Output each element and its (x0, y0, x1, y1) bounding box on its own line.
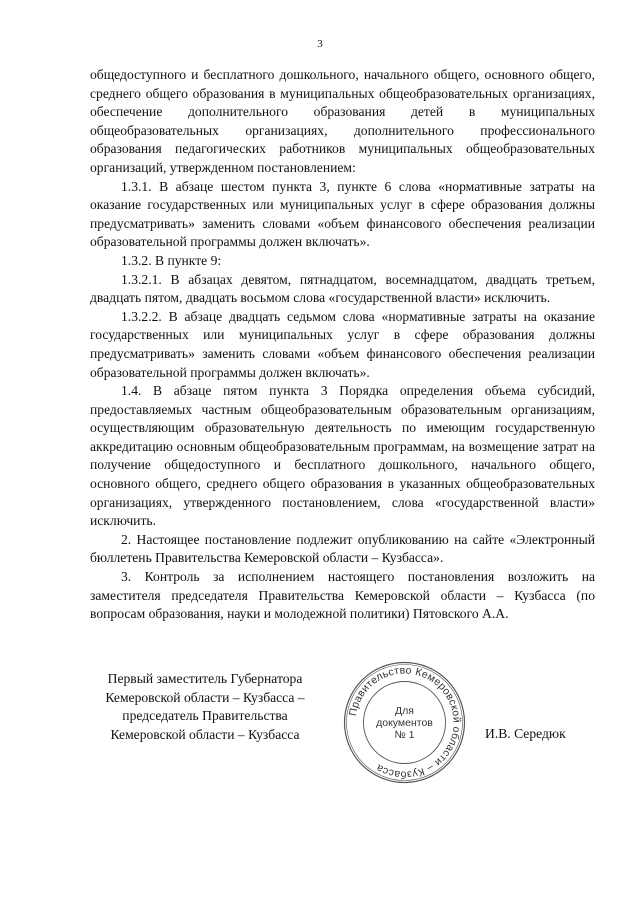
paragraph: 1.3.2.2. В абзаце двадцать седьмом слова «нормативные затраты на оказание государственных или муниципальных услуг в сфере образования должны предусматривать» заменить словами «объем финансового обеспечения реализации образовательной программы должен включать». (90, 308, 595, 380)
official-stamp (342, 660, 467, 785)
paragraph: 1.3.1. В абзаце шестом пункта 3, пункте 6 слова «нормативные затраты на оказание государственных или муниципальных услуг в сфере образования должны предусматривать» заменить словами «объем финансового обеспечения реализации образовательной программы должен включать». (90, 178, 595, 250)
signer-position-line: Кемеровской области – Кузбасса (110, 726, 300, 742)
signer-name: И.В. Середюк (485, 726, 566, 741)
body-text (90, 66, 595, 624)
signer-position-line: председатель Правительства (122, 708, 288, 724)
stamp-ring-text: Правительство Кемеровской области – Кузбасса (346, 664, 463, 781)
page-number: 3 (317, 38, 323, 50)
paragraph: 1.3.2.1. В абзацах девятом, пятнадцатом, восемнадцатом, двадцать третьем, двадцать пятом, двадцать восьмом слова «государственной власти» исключить. (90, 271, 595, 306)
paragraph: 1.4. В абзаце пятом пункта 3 Порядка определения объема субсидий, предоставляемых частным общеобразовательным образовательным организациям, осуществляющим образовательную деятельность по имеющим государственную аккредитацию основным общеобразовательным программам, на возмещение затрат на получение общедоступного и бесплатного дошкольного, начального общего, основного общего, среднего общего образования в указанных общеобразовательных организациях, утвержденного постановлением, слова «государственной власти» исключить. (90, 383, 595, 529)
signer-position-line: Кемеровской области – Кузбасса – (105, 689, 305, 705)
stamp-center (342, 660, 467, 785)
paragraph: 2. Настоящее постановление подлежит опубликованию на сайте «Электронный бюллетень Правительства Кемеровской области – Кузбасса». (90, 531, 595, 566)
stamp-center-line: документов (376, 716, 433, 729)
stamp-center-line: № 1 (394, 728, 415, 741)
stamp-center-line: Для (395, 704, 414, 717)
paragraph: 1.3.2. В пункте 9: (121, 252, 222, 268)
signature-block (80, 670, 330, 744)
paragraph: 3. Контроль за исполнением настоящего постановления возложить на заместителя председателя Правительства Кемеровской области – Кузбасса (по вопросам образования, науки и молодежной политики) Пятовского А.А. (90, 569, 595, 622)
signer-position-line: Первый заместитель Губернатора (107, 671, 303, 686)
paragraph: общедоступного и бесплатного дошкольного, начального общего, основного общего, среднего общего образования в муниципальных общеобразовательных организациях, обеспечение дополнительного образования детей в муниципальных общеобразовательных организациях, дополнительного профессионального образования педагогических работников муниципальных общеобразовательных организаций, утвержденном постановлением: (90, 67, 595, 175)
